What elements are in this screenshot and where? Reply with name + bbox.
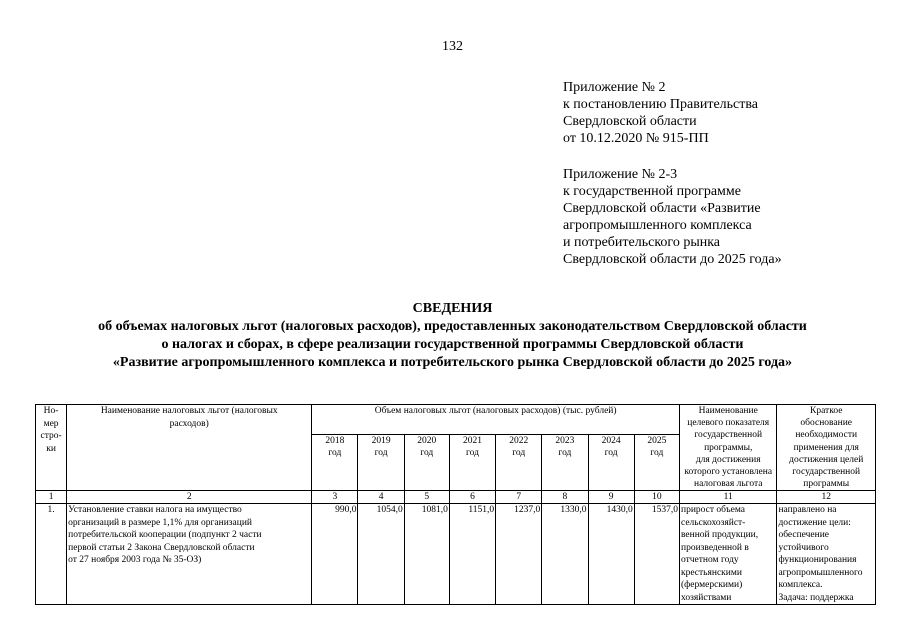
benefit-name: Установление ставки налога на имущество организаций в размере 1,1% для организаций потребительской кооперации (подпункт 2 части первой статьи 2 Закона Свердловской области от 27 ноября 2003 года № 35-ОЗ) — [67, 504, 312, 605]
volume-value: 1430,0 — [588, 504, 634, 605]
volume-value: 1081,0 — [404, 504, 449, 605]
column-number: 10 — [634, 491, 679, 504]
volume-value: 990,0 — [312, 504, 358, 605]
table-row — [36, 504, 876, 605]
appendix-line: Приложение № 2 — [563, 80, 666, 95]
appendix-line: от 10.12.2020 № 915-ПП — [563, 131, 709, 146]
appendix-line: Свердловской области — [563, 114, 697, 129]
header-row — [36, 405, 876, 435]
header-year: 2025 год — [634, 434, 679, 491]
volume-value: 1054,0 — [358, 504, 404, 605]
column-number: 11 — [679, 491, 776, 504]
appendix-line: Свердловской области «Развитие — [563, 201, 761, 216]
column-number: 2 — [67, 491, 312, 504]
header-target-indicator: Наименование целевого показателя государственной программы, для достижения которого установлена налоговая льгота — [679, 405, 776, 491]
heading-line: о налогах и сборах, в сфере реализации государственной программы Свердловской области — [161, 337, 744, 352]
document-title: СВЕДЕНИЯ — [412, 301, 493, 316]
header-row-number: Но- мер стро- ки — [36, 405, 67, 491]
column-number: 6 — [449, 491, 495, 504]
header-year: 2021 год — [449, 434, 495, 491]
target-indicator: прирост объема сельскохозяйст- венной продукции, произведенной в отчетном году крестьянскими (фермерскими) хозяйствами — [679, 504, 776, 605]
header-benefit-name: Наименование налоговых льгот (налоговых расходов) — [67, 405, 312, 491]
document-heading — [0, 300, 905, 372]
column-number: 12 — [777, 491, 876, 504]
header-volume-group: Объем налоговых льгот (налоговых расходов) (тыс. рублей) — [312, 405, 680, 435]
appendix-line: агропромышленного комплекса — [563, 218, 752, 233]
volume-value: 1151,0 — [449, 504, 495, 605]
column-number: 3 — [312, 491, 358, 504]
appendix-line: Приложение № 2-3 — [563, 167, 678, 182]
header-year: 2018 год — [312, 434, 358, 491]
appendix-line: Свердловской области до 2025 года» — [563, 252, 782, 267]
appendix-reference-resolution — [563, 79, 758, 147]
column-numbering-row — [36, 491, 876, 504]
column-number: 8 — [542, 491, 588, 504]
volume-value: 1237,0 — [496, 504, 542, 605]
header-year: 2020 год — [404, 434, 449, 491]
column-number: 9 — [588, 491, 634, 504]
column-number: 1 — [36, 491, 67, 504]
column-number: 5 — [404, 491, 449, 504]
column-number: 7 — [496, 491, 542, 504]
header-year: 2023 год — [542, 434, 588, 491]
header-justification: Краткое обоснование необходимости применения для достижения целей государственной программы — [777, 405, 876, 491]
heading-line: «Развитие агропромышленного комплекса и потребительского рынка Свердловской области до 2025 года» — [112, 355, 793, 370]
page-number: 132 — [442, 39, 463, 54]
appendix-reference-program — [563, 166, 782, 268]
volume-value: 1537,0 — [634, 504, 679, 605]
appendix-line: к постановлению Правительства — [563, 97, 759, 112]
header-year: 2019 год — [358, 434, 404, 491]
justification: направлено на достижение цели: обеспечение устойчивого функционирования агропромышленного комплекса. Задача: поддержка — [777, 504, 876, 605]
appendix-line: и потребительского рынка — [563, 235, 721, 250]
row-number: 1. — [36, 504, 67, 605]
header-year: 2022 год — [496, 434, 542, 491]
appendix-line: к государственной программе — [563, 184, 741, 199]
header-year: 2024 год — [588, 434, 634, 491]
tax-benefits-table — [35, 404, 876, 605]
volume-value: 1330,0 — [542, 504, 588, 605]
heading-line: об объемах налоговых льгот (налоговых расходов), предоставленных законодательством Свердловской области — [98, 319, 807, 334]
column-number: 4 — [358, 491, 404, 504]
